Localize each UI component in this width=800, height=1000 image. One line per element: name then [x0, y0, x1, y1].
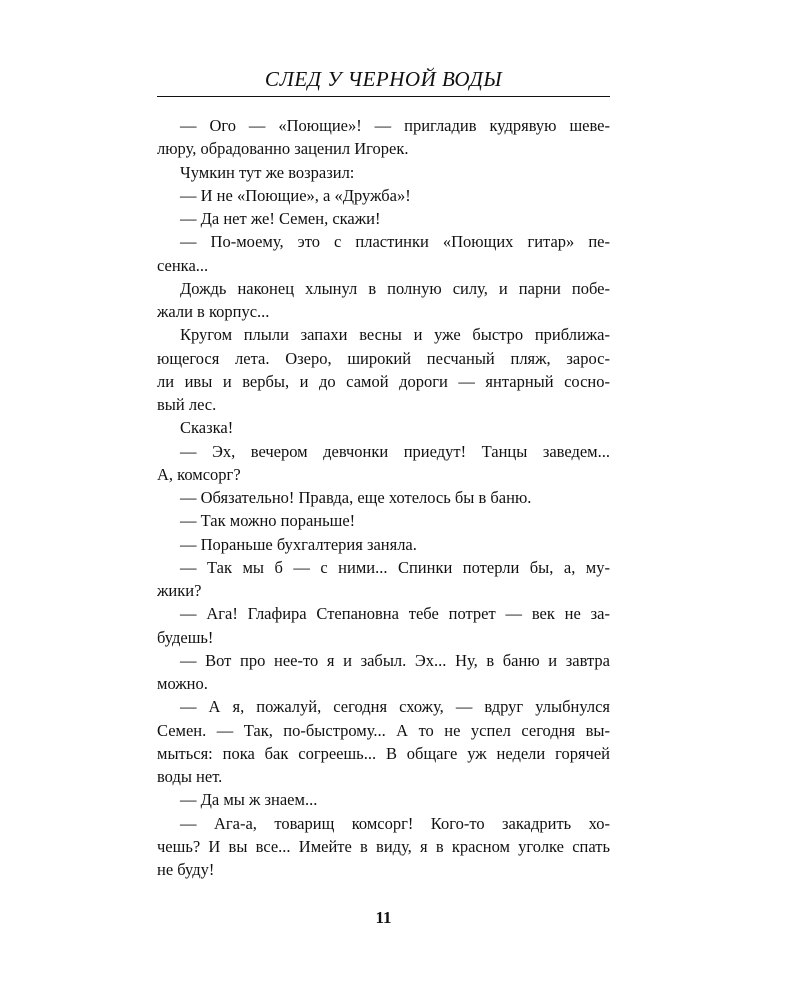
text-line: сенка...	[157, 255, 209, 275]
text-line: жики?	[157, 581, 202, 600]
text-line: — Эх, вечером девчонки приедут! Танцы заведем...	[180, 441, 610, 461]
page-number: 11	[375, 908, 392, 927]
header-rule	[157, 96, 610, 97]
text-line: вый лес.	[157, 395, 217, 414]
text-line: — Обязательно! Правда, еще хотелось бы в баню.	[180, 488, 532, 507]
text-line: Дождь наконец хлынул в полную силу, и парни побе-	[180, 278, 610, 298]
text-line: можно.	[157, 674, 208, 693]
running-title: СЛЕД У ЧЕРНОЙ ВОДЫ	[264, 67, 503, 91]
text-line: Сказка!	[180, 418, 234, 438]
text-line: жали в корпус...	[157, 302, 270, 321]
text-line: — Ага! Глафира Степановна тебе потрет — век не за-	[180, 604, 610, 624]
text-line: не буду!	[157, 860, 215, 879]
text-line: Семен. — Так, по-быстрому... А то не успел сегодня вы-	[157, 720, 610, 740]
text-line: воды нет.	[157, 767, 223, 786]
text-line: — Да нет же! Семен, скажи!	[180, 209, 381, 228]
text-line: ющегося лета. Озеро, широкий песчаный пляж, зарос-	[157, 348, 610, 368]
text-line: ли ивы и вербы, и до самой дороги — янтарный сосно-	[157, 371, 610, 391]
text-line: — Пораньше бухгалтерия заняла.	[180, 534, 417, 554]
text-line: — Ага-а, товарищ комсорг! Кого-то закадрить хо-	[180, 813, 610, 833]
text-line: — Вот про нее-то я и забыл. Эх... Ну, в баню и завтра	[180, 650, 610, 670]
text-line: — Ого — «Поющие»! — пригладив кудрявую шеве-	[180, 116, 610, 135]
text-line: — Так можно пораньше!	[180, 511, 356, 531]
text-line: — Так мы б — с ними... Спинки потерли бы, а, му-	[180, 557, 610, 577]
text-line: — Да мы ж знаем...	[180, 790, 318, 810]
text-line: — По-моему, это с пластинки «Поющих гитар» пе-	[180, 232, 610, 252]
text-line: люру, обрадованно заценил Игорек.	[157, 139, 409, 159]
text-line: А, комсорг?	[157, 464, 241, 484]
text-line: мыться: пока бак согреешь... В общаге уж недели горячей	[157, 743, 610, 763]
body-text	[157, 114, 610, 881]
text-line: — И не «Поющие», а «Дружба»!	[180, 185, 411, 205]
text-line: Чумкин тут же возразил:	[180, 162, 355, 182]
text-line: Кругом плыли запахи весны и уже быстро приближа-	[180, 325, 610, 345]
text-line: будешь!	[157, 627, 214, 647]
text-line: — А я, пожалуй, сегодня схожу, — вдруг улыбнулся	[180, 697, 610, 717]
text-line: чешь? И вы все... Имейте в виду, я в красном уголке спать	[157, 836, 610, 856]
